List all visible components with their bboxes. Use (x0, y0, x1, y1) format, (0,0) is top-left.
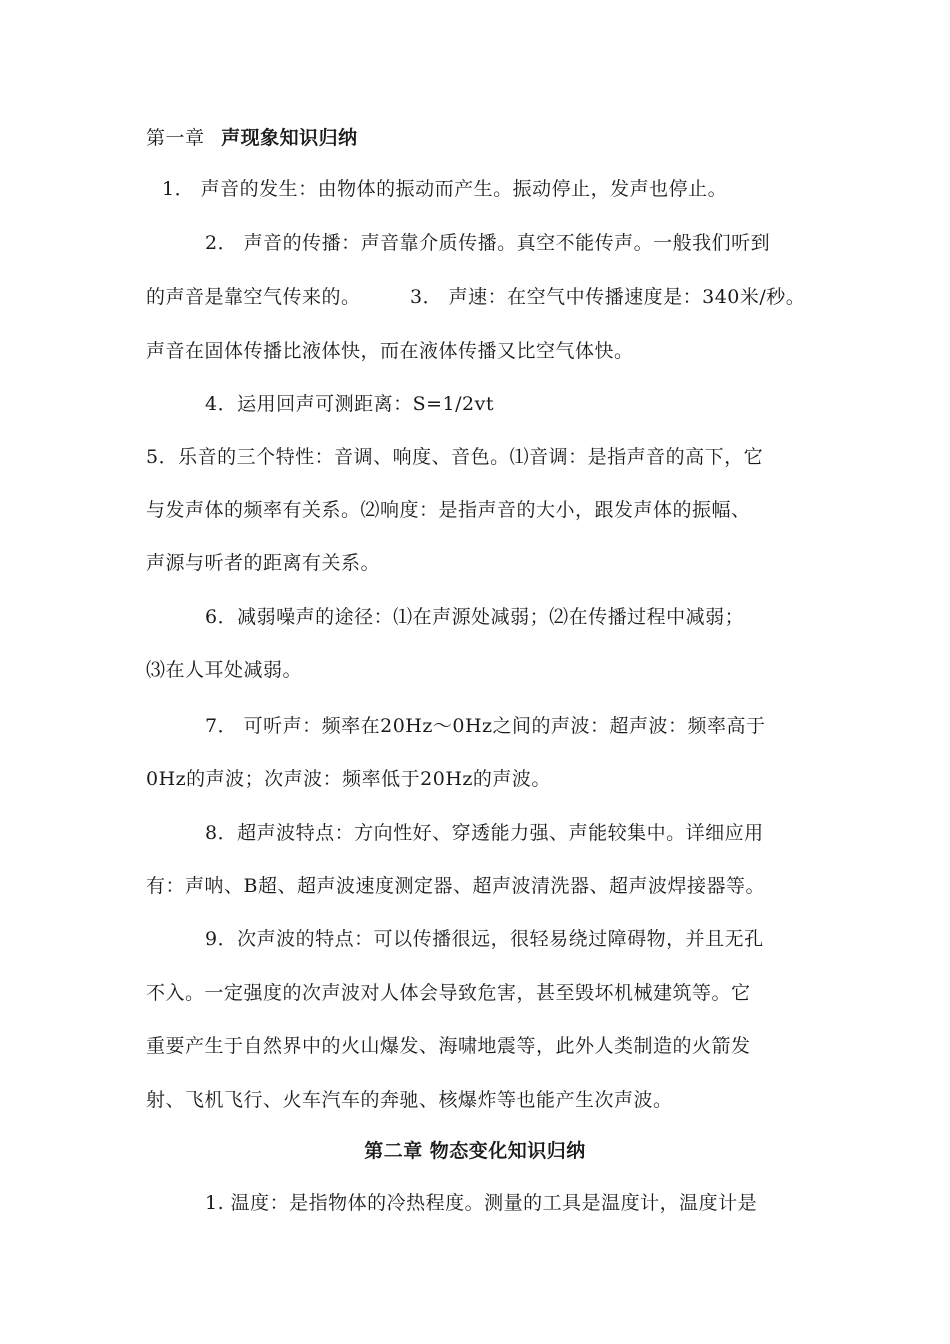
paragraph-line: 4．运用回声可测距离：S=1/2vt (205, 393, 494, 415)
paragraph-line: 声源与听者的距离有关系。 (146, 552, 381, 574)
paragraph-line: 7． 可听声：频率在20Hz～0Hz之间的声波：超声波：频率高于 (205, 715, 766, 737)
paragraph-line: 3． 声速：在空气中传播速度是：340米/秒。 (410, 286, 806, 308)
paragraph-line: 1． 声音的发生：由物体的振动而产生。振动停止，发声也停止。 (162, 178, 728, 200)
paragraph-line: 与发声体的频率有关系。⑵响度：是指声音的大小，跟发声体的振幅、 (146, 499, 751, 521)
chapter-1-number: 第一章 (146, 127, 205, 149)
paragraph-line: 5．乐音的三个特性：音调、响度、音色。⑴音调：是指声音的高下，它 (146, 446, 764, 468)
paragraph-line: 有：声呐、B超、超声波速度测定器、超声波清洗器、超声波焊接器等。 (146, 875, 765, 897)
paragraph-line: 0Hz的声波；次声波：频率低于20Hz的声波。 (146, 768, 551, 790)
paragraph-line: 的声音是靠空气传来的。 (146, 286, 361, 308)
paragraph-line: 射、飞机飞行、火车汽车的奔驰、核爆炸等也能产生次声波。 (146, 1089, 673, 1111)
paragraph-line: 9．次声波的特点：可以传播很远，很轻易绕过障碍物，并且无孔 (205, 928, 764, 950)
chapter-2-heading: 第二章 物态变化知识归纳 (364, 1140, 586, 1162)
paragraph-line: 重要产生于自然界中的火山爆发、海啸地震等，此外人类制造的火箭发 (146, 1035, 751, 1057)
paragraph-line: 声音在固体传播比液体快，而在液体传播又比空气体快。 (146, 340, 634, 362)
paragraph-line: 6．减弱噪声的途径：⑴在声源处减弱；⑵在传播过程中减弱； (205, 606, 745, 628)
chapter-1-title: 声现象知识归纳 (221, 127, 358, 149)
paragraph-line: 2． 声音的传播：声音靠介质传播。真空不能传声。一般我们听到 (205, 232, 771, 254)
paragraph-line: ⑶在人耳处减弱。 (146, 659, 303, 681)
paragraph-line: 1. 温度：是指物体的冷热程度。测量的工具是温度计，温度计是 (205, 1192, 758, 1214)
paragraph-line: 不入。一定强度的次声波对人体会导致危害，甚至毁坏机械建筑等。它 (146, 982, 751, 1004)
paragraph-line: 8．超声波特点：方向性好、穿透能力强、声能较集中。详细应用 (205, 822, 764, 844)
chapter-1-heading (146, 125, 358, 151)
